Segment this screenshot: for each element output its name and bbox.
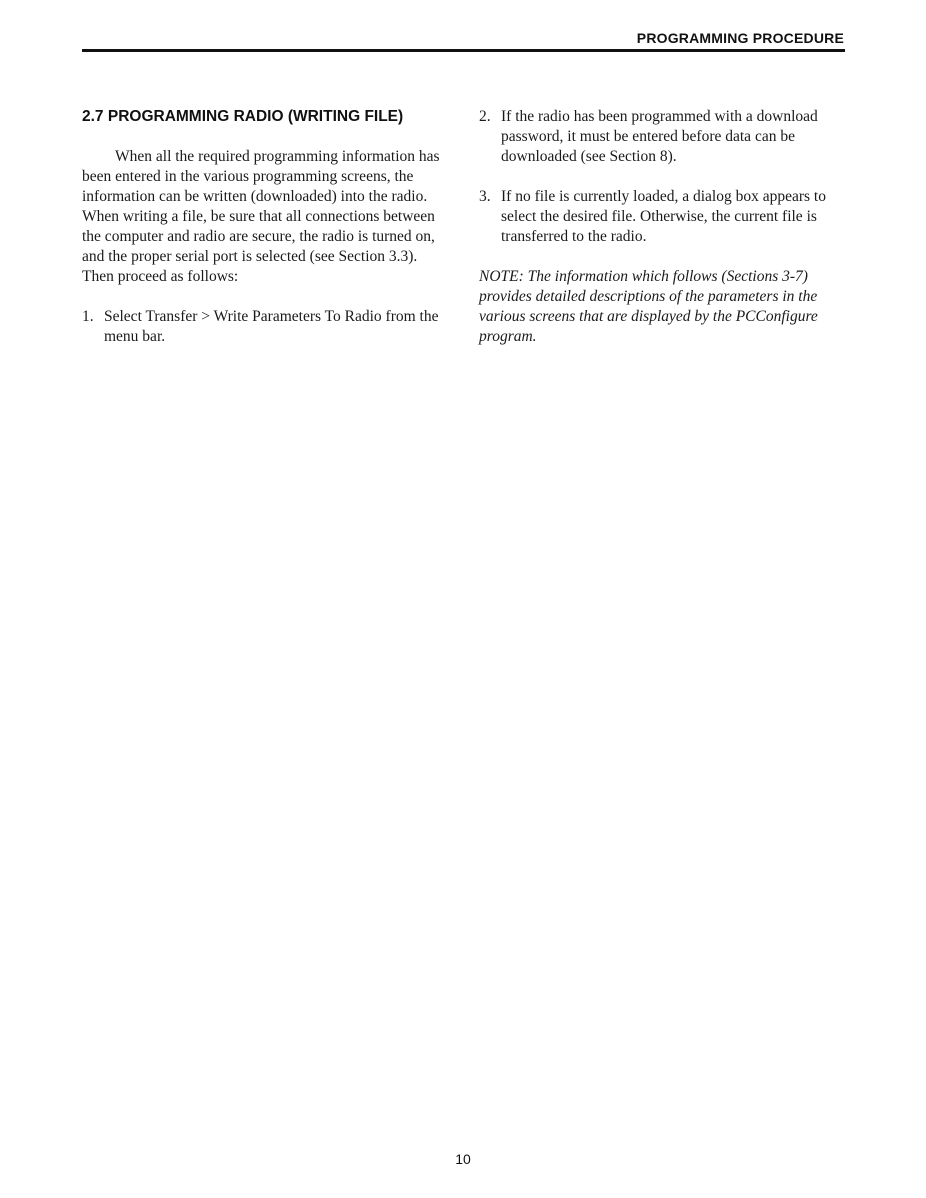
left-column	[82, 107, 444, 347]
step-number: 2.	[479, 108, 491, 125]
list-item-step-2	[479, 107, 845, 167]
running-header: PROGRAMMING PROCEDURE	[636, 30, 844, 46]
step-text: If no file is currently loaded, a dialog box appears to select the desired file. Otherwise, the current file is transferred to the radio.	[501, 188, 826, 245]
header-rule	[82, 49, 845, 52]
right-column	[479, 107, 845, 347]
step-text: If the radio has been programmed with a download password, it must be entered before data can be downloaded (see Section 8).	[501, 108, 818, 165]
note-paragraph: NOTE: The information which follows (Sections 3-7) provides detailed descriptions of the parameters in the various screens that are displayed by the PCConfigure program.	[479, 268, 818, 345]
section-heading: 2.7 PROGRAMMING RADIO (WRITING FILE)	[82, 108, 404, 125]
step-number: 3.	[479, 188, 491, 205]
step-number: 1.	[82, 308, 94, 325]
intro-paragraph: When all the required programming information has been entered in the various programming screens, the information can be written (downloaded) into the radio. When writing a file, be sure that all connections between the computer and radio are secure, the radio is turned on, and the proper serial port is selected (see Section 3.3). Then proceed as follows:	[82, 148, 440, 285]
list-item-step-3	[479, 187, 845, 247]
list-item-step-1	[82, 307, 444, 347]
step-text: Select Transfer > Write Parameters To Radio from the menu bar.	[104, 308, 439, 345]
page-number: 10	[455, 1151, 471, 1167]
